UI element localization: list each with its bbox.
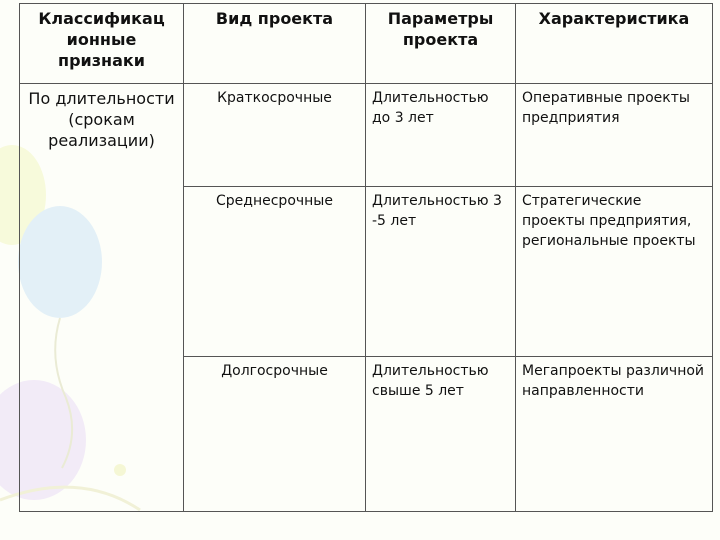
params-cell: Длительностью свыше 5 лет bbox=[366, 357, 516, 512]
params-cell: Длительностью до 3 лет bbox=[366, 84, 516, 187]
type-cell: Долгосрочные bbox=[184, 357, 366, 512]
characteristic-cell: Стратегические проекты предприятия, региональные проекты bbox=[516, 187, 713, 357]
params-cell: Длительностью 3 -5 лет bbox=[366, 187, 516, 357]
header-classification-features: Классификац ионные признаки bbox=[20, 4, 184, 84]
characteristic-cell: Мегапроекты различной направленности bbox=[516, 357, 713, 512]
characteristic-cell: Оперативные проекты предприятия bbox=[516, 84, 713, 187]
project-classification-table bbox=[19, 3, 713, 512]
header-characteristic: Характеристика bbox=[516, 4, 713, 84]
header-project-type: Вид проекта bbox=[184, 4, 366, 84]
header-project-parameters: Параметры проекта bbox=[366, 4, 516, 84]
table-row bbox=[20, 84, 713, 187]
feature-cell: По длительности (срокам реализации) bbox=[20, 84, 184, 512]
type-cell: Краткосрочные bbox=[184, 84, 366, 187]
type-cell: Среднесрочные bbox=[184, 187, 366, 357]
table-header-row bbox=[20, 4, 713, 84]
